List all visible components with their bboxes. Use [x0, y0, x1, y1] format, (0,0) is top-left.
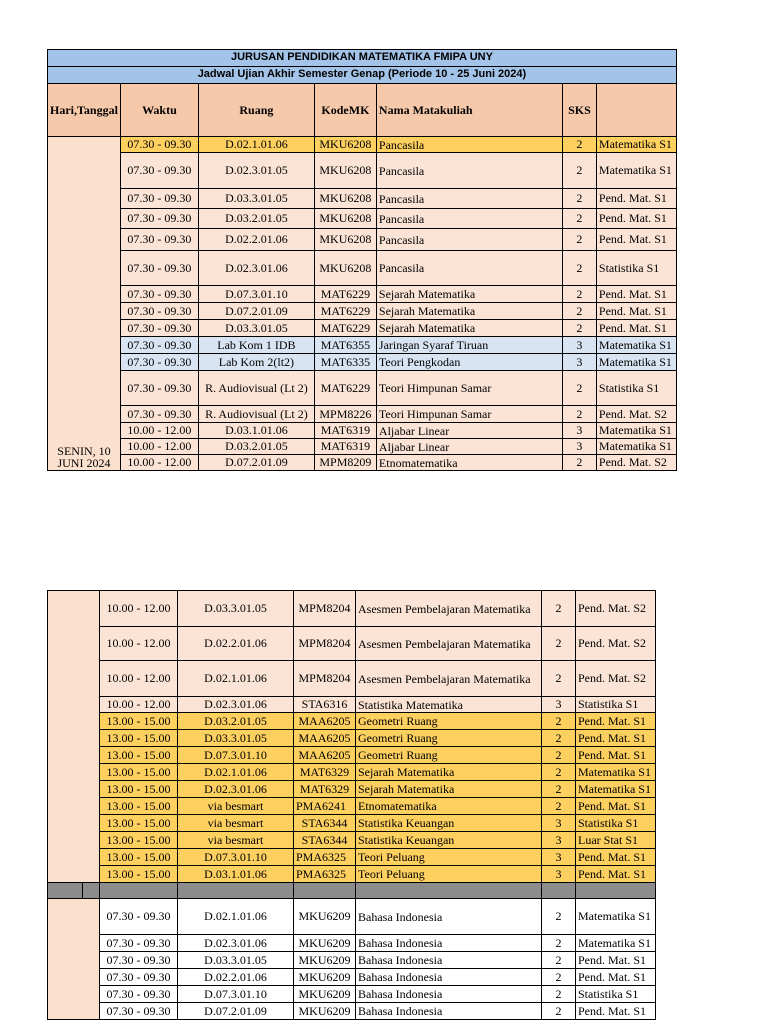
cell-ruang: D.02.3.01.06 [198, 251, 314, 286]
cell-sks: 2 [542, 730, 576, 747]
cell-sks: 2 [542, 713, 576, 730]
cell-waktu: 07.30 - 09.30 [100, 952, 178, 969]
separator-cell [356, 883, 542, 899]
separator-cell [542, 883, 576, 899]
col-hari-tanggal: Hari,Tanggal [48, 84, 121, 137]
cell-waktu: 13.00 - 15.00 [100, 832, 178, 849]
cell-ruang: D.03.3.01.05 [198, 320, 314, 337]
cell-kodemk: MAA6205 [294, 713, 356, 730]
cell-nama-matakuliah: Pancasila [376, 153, 562, 189]
table-row [48, 781, 656, 798]
day-cell: SENIN, 10 JUNI 2024 [48, 137, 121, 471]
separator-cell [48, 883, 100, 899]
cell-sks: 2 [542, 935, 576, 952]
cell-nama-matakuliah: Teori Peluang [356, 866, 542, 883]
cell-kodemk: MAA6205 [294, 730, 356, 747]
cell-ruang: via besmart [178, 815, 294, 832]
cell-ruang: D.03.3.01.05 [178, 591, 294, 627]
cell-prodi: Pend. Mat. S1 [596, 286, 676, 303]
cell-ruang: D.03.1.01.06 [178, 866, 294, 883]
cell-ruang: D.02.1.01.06 [178, 899, 294, 935]
cell-ruang: D.02.2.01.06 [178, 627, 294, 661]
cell-sks: 2 [542, 952, 576, 969]
cell-nama-matakuliah: Sejarah Matematika [376, 286, 562, 303]
cell-ruang: D.07.2.01.09 [198, 303, 314, 320]
cell-waktu: 07.30 - 09.30 [120, 229, 198, 251]
cell-nama-matakuliah: Asesmen Pembelajaran Matematika [356, 627, 542, 661]
cell-waktu: 10.00 - 12.00 [100, 697, 178, 713]
table-row [48, 337, 677, 354]
cell-waktu: 07.30 - 09.30 [120, 354, 198, 371]
cell-ruang: Lab Kom 2(lt2) [198, 354, 314, 371]
separator-row [48, 883, 656, 899]
table-row [48, 697, 656, 713]
cell-sks: 2 [562, 286, 596, 303]
cell-sks: 2 [562, 153, 596, 189]
table-row [48, 798, 656, 815]
separator-cell [576, 883, 656, 899]
cell-ruang: D.07.2.01.09 [198, 455, 314, 471]
table-row [48, 730, 656, 747]
cell-waktu: 10.00 - 12.00 [120, 423, 198, 439]
cell-ruang: D.07.3.01.10 [178, 849, 294, 866]
cell-kodemk: MKU6209 [294, 1003, 356, 1020]
cell-kodemk: MPM8204 [294, 627, 356, 661]
col-prodi [596, 84, 676, 137]
cell-kodemk: MAT6329 [294, 781, 356, 798]
cell-kodemk: MPM8204 [294, 591, 356, 627]
col-nama-matakuliah: Nama Matakuliah [376, 84, 562, 137]
cell-kodemk: MKU6209 [294, 899, 356, 935]
cell-kodemk: MAT6229 [314, 371, 376, 406]
cell-waktu: 07.30 - 09.30 [100, 969, 178, 986]
cell-nama-matakuliah: Sejarah Matematika [376, 320, 562, 337]
cell-sks: 2 [542, 986, 576, 1003]
table-row [48, 153, 677, 189]
cell-nama-matakuliah: Statistika Matematika [356, 697, 542, 713]
cell-nama-matakuliah: Jaringan Syaraf Tiruan [376, 337, 562, 354]
cell-nama-matakuliah: Pancasila [376, 189, 562, 209]
cell-waktu: 07.30 - 09.30 [120, 189, 198, 209]
cell-prodi: Matematika S1 [596, 354, 676, 371]
col-waktu: Waktu [120, 84, 198, 137]
cell-kodemk: MKU6209 [294, 935, 356, 952]
cell-nama-matakuliah: Bahasa Indonesia [356, 986, 542, 1003]
cell-ruang: D.02.1.01.06 [178, 764, 294, 781]
cell-sks: 3 [542, 866, 576, 883]
table-row [48, 286, 677, 303]
cell-prodi: Luar Stat S1 [576, 832, 656, 849]
table-row [48, 406, 677, 423]
cell-sks: 3 [542, 832, 576, 849]
cell-kodemk: STA6316 [294, 697, 356, 713]
table-row [48, 832, 656, 849]
table-row [48, 455, 677, 471]
table-row [48, 969, 656, 986]
cell-kodemk: MKU6208 [314, 137, 376, 153]
header-line-2: Jadwal Ujian Akhir Semester Genap (Periode 10 - 25 Juni 2024) [48, 67, 677, 84]
cell-nama-matakuliah: Teori Himpunan Samar [376, 406, 562, 423]
cell-waktu: 07.30 - 09.30 [120, 286, 198, 303]
cell-sks: 2 [542, 627, 576, 661]
cell-sks: 2 [562, 137, 596, 153]
cell-nama-matakuliah: Pancasila [376, 251, 562, 286]
cell-sks: 3 [562, 354, 596, 371]
cell-ruang: D.02.1.01.06 [178, 661, 294, 697]
cell-kodemk: STA6344 [294, 832, 356, 849]
cell-prodi: Pend. Mat. S1 [596, 229, 676, 251]
cell-prodi: Pend. Mat. S1 [576, 747, 656, 764]
cell-waktu: 10.00 - 12.00 [120, 455, 198, 471]
cell-prodi: Pend. Mat. S1 [576, 969, 656, 986]
cell-kodemk: MKU6208 [314, 189, 376, 209]
table-row [48, 137, 677, 153]
cell-prodi: Pend. Mat. S1 [576, 1003, 656, 1020]
table-row [48, 209, 677, 229]
cell-sks: 2 [562, 406, 596, 423]
cell-sks: 3 [562, 423, 596, 439]
table-row [48, 439, 677, 455]
cell-nama-matakuliah: Sejarah Matematika [356, 781, 542, 798]
cell-prodi: Pend. Mat. S1 [596, 189, 676, 209]
col-kodemk: KodeMK [314, 84, 376, 137]
cell-kodemk: MAT6319 [314, 439, 376, 455]
cell-prodi: Statistika S1 [596, 251, 676, 286]
cell-kodemk: MPM8209 [314, 455, 376, 471]
cell-kodemk: MKU6209 [294, 969, 356, 986]
cell-waktu: 13.00 - 15.00 [100, 798, 178, 815]
cell-nama-matakuliah: Geometri Ruang [356, 730, 542, 747]
cell-kodemk: PMA6241 [294, 798, 356, 815]
cell-waktu: 07.30 - 09.30 [120, 303, 198, 320]
cell-nama-matakuliah: Sejarah Matematika [356, 764, 542, 781]
table-row [48, 320, 677, 337]
table-row [48, 935, 656, 952]
cell-ruang: D.07.3.01.10 [178, 986, 294, 1003]
cell-prodi: Pend. Mat. S2 [596, 406, 676, 423]
separator-cell [294, 883, 356, 899]
table-row [48, 423, 677, 439]
cell-sks: 2 [542, 798, 576, 815]
cell-ruang: D.02.3.01.06 [178, 781, 294, 798]
cell-nama-matakuliah: Aljabar Linear [376, 423, 562, 439]
separator-cell [178, 883, 294, 899]
cell-sks: 2 [562, 251, 596, 286]
cell-ruang: D.07.2.01.09 [178, 1003, 294, 1020]
cell-waktu: 07.30 - 09.30 [120, 251, 198, 286]
table-row [48, 661, 656, 697]
table-row [48, 591, 656, 627]
table-row [48, 1003, 656, 1020]
cell-prodi: Matematika S1 [576, 899, 656, 935]
cell-kodemk: MKU6208 [314, 153, 376, 189]
cell-prodi: Statistika S1 [576, 815, 656, 832]
cell-nama-matakuliah: Bahasa Indonesia [356, 969, 542, 986]
cell-nama-matakuliah: Bahasa Indonesia [356, 952, 542, 969]
table-row [48, 952, 656, 969]
cell-kodemk: MAT6319 [314, 423, 376, 439]
cell-prodi: Matematika S1 [596, 153, 676, 189]
cell-sks: 2 [542, 899, 576, 935]
table-row [48, 713, 656, 730]
cell-waktu: 13.00 - 15.00 [100, 747, 178, 764]
cell-sks: 2 [542, 764, 576, 781]
cell-ruang: D.02.2.01.06 [198, 229, 314, 251]
cell-sks: 2 [562, 320, 596, 337]
cell-waktu: 10.00 - 12.00 [120, 439, 198, 455]
cell-kodemk: PMA6325 [294, 866, 356, 883]
cell-ruang: D.03.2.01.05 [178, 713, 294, 730]
cell-waktu: 07.30 - 09.30 [100, 935, 178, 952]
schedule-table-1 [47, 49, 677, 471]
cell-ruang: via besmart [178, 798, 294, 815]
cell-waktu: 13.00 - 15.00 [100, 815, 178, 832]
cell-prodi: Matematika S1 [596, 439, 676, 455]
table-row [48, 899, 656, 935]
cell-nama-matakuliah: Geometri Ruang [356, 747, 542, 764]
cell-prodi: Pend. Mat. S1 [596, 303, 676, 320]
cell-prodi: Pend. Mat. S1 [596, 209, 676, 229]
table-row [48, 354, 677, 371]
table-row [48, 815, 656, 832]
cell-waktu: 13.00 - 15.00 [100, 849, 178, 866]
cell-kodemk: MAA6205 [294, 747, 356, 764]
cell-waktu: 07.30 - 09.30 [120, 209, 198, 229]
col-sks: SKS [562, 84, 596, 137]
schedule-table-2 [47, 590, 656, 883]
cell-nama-matakuliah: Asesmen Pembelajaran Matematika [356, 591, 542, 627]
schedule-table-3 [47, 882, 656, 1020]
cell-kodemk: MAT6229 [314, 286, 376, 303]
cell-waktu: 10.00 - 12.00 [100, 627, 178, 661]
cell-ruang: Lab Kom 1 IDB [198, 337, 314, 354]
cell-waktu: 10.00 - 12.00 [100, 661, 178, 697]
cell-prodi: Pend. Mat. S1 [596, 320, 676, 337]
cell-sks: 2 [562, 209, 596, 229]
cell-nama-matakuliah: Statistika Keuangan [356, 815, 542, 832]
cell-prodi: Statistika S1 [576, 986, 656, 1003]
cell-sks: 2 [542, 969, 576, 986]
cell-prodi: Pend. Mat. S2 [576, 661, 656, 697]
cell-ruang: D.03.3.01.05 [178, 952, 294, 969]
cell-nama-matakuliah: Etnomatematika [356, 798, 542, 815]
cell-prodi: Pend. Mat. S1 [576, 952, 656, 969]
cell-ruang: D.02.3.01.06 [178, 697, 294, 713]
cell-sks: 2 [542, 661, 576, 697]
cell-kodemk: MAT6335 [314, 354, 376, 371]
cell-nama-matakuliah: Pancasila [376, 209, 562, 229]
cell-kodemk: MKU6208 [314, 251, 376, 286]
cell-prodi: Pend. Mat. S2 [576, 627, 656, 661]
separator-cell [100, 883, 178, 899]
cell-sks: 3 [542, 815, 576, 832]
table-row [48, 229, 677, 251]
cell-ruang: D.02.1.01.06 [198, 137, 314, 153]
cell-kodemk: MAT6329 [294, 764, 356, 781]
table-row [48, 303, 677, 320]
table-row [48, 371, 677, 406]
cell-nama-matakuliah: Pancasila [376, 229, 562, 251]
cell-prodi: Matematika S1 [576, 764, 656, 781]
cell-sks: 3 [542, 849, 576, 866]
cell-kodemk: MKU6208 [314, 229, 376, 251]
cell-prodi: Pend. Mat. S1 [576, 866, 656, 883]
table-row [48, 627, 656, 661]
cell-prodi: Pend. Mat. S1 [576, 713, 656, 730]
cell-prodi: Statistika S1 [596, 371, 676, 406]
cell-prodi: Pend. Mat. S2 [576, 591, 656, 627]
cell-sks: 2 [562, 371, 596, 406]
cell-prodi: Matematika S1 [576, 781, 656, 798]
cell-waktu: 13.00 - 15.00 [100, 781, 178, 798]
day-cell [48, 591, 100, 883]
cell-prodi: Matematika S1 [596, 137, 676, 153]
cell-prodi: Pend. Mat. S1 [576, 730, 656, 747]
cell-nama-matakuliah: Teori Himpunan Samar [376, 371, 562, 406]
cell-nama-matakuliah: Pancasila [376, 137, 562, 153]
cell-nama-matakuliah: Bahasa Indonesia [356, 935, 542, 952]
table-row [48, 866, 656, 883]
cell-kodemk: MPM8204 [294, 661, 356, 697]
cell-waktu: 07.30 - 09.30 [120, 153, 198, 189]
cell-sks: 2 [542, 781, 576, 798]
cell-waktu: 07.30 - 09.30 [100, 986, 178, 1003]
table-row [48, 189, 677, 209]
cell-prodi: Pend. Mat. S1 [576, 849, 656, 866]
cell-nama-matakuliah: Etnomatematika [376, 455, 562, 471]
cell-kodemk: MAT6355 [314, 337, 376, 354]
table-row [48, 849, 656, 866]
cell-waktu: 07.30 - 09.30 [120, 320, 198, 337]
cell-nama-matakuliah: Teori Peluang [356, 849, 542, 866]
cell-sks: 2 [562, 455, 596, 471]
cell-prodi: Statistika S1 [576, 697, 656, 713]
cell-ruang: D.02.3.01.06 [178, 935, 294, 952]
cell-prodi: Pend. Mat. S2 [596, 455, 676, 471]
cell-ruang: D.03.2.01.05 [198, 209, 314, 229]
cell-sks: 2 [562, 303, 596, 320]
cell-waktu: 07.30 - 09.30 [100, 899, 178, 935]
cell-ruang: R. Audiovisual (Lt 2) [198, 406, 314, 423]
cell-sks: 2 [562, 189, 596, 209]
cell-kodemk: MKU6209 [294, 986, 356, 1003]
cell-ruang: D.03.3.01.05 [198, 189, 314, 209]
cell-sks: 2 [562, 229, 596, 251]
cell-waktu: 13.00 - 15.00 [100, 730, 178, 747]
cell-nama-matakuliah: Bahasa Indonesia [356, 1003, 542, 1020]
cell-waktu: 13.00 - 15.00 [100, 713, 178, 730]
cell-kodemk: MPM8226 [314, 406, 376, 423]
cell-kodemk: MKU6208 [314, 209, 376, 229]
cell-nama-matakuliah: Asesmen Pembelajaran Matematika [356, 661, 542, 697]
cell-sks: 2 [542, 591, 576, 627]
cell-kodemk: MAT6229 [314, 303, 376, 320]
cell-ruang: D.07.3.01.10 [198, 286, 314, 303]
cell-kodemk: STA6344 [294, 815, 356, 832]
cell-kodemk: MKU6209 [294, 952, 356, 969]
cell-prodi: Matematika S1 [576, 935, 656, 952]
cell-ruang: D.02.2.01.06 [178, 969, 294, 986]
cell-nama-matakuliah: Teori Pengkodan [376, 354, 562, 371]
cell-waktu: 07.30 - 09.30 [120, 337, 198, 354]
cell-nama-matakuliah: Geometri Ruang [356, 713, 542, 730]
cell-ruang: D.02.3.01.05 [198, 153, 314, 189]
cell-sks: 2 [542, 747, 576, 764]
cell-prodi: Pend. Mat. S1 [576, 798, 656, 815]
cell-waktu: 07.30 - 09.30 [120, 406, 198, 423]
cell-waktu: 13.00 - 15.00 [100, 866, 178, 883]
table-row [48, 747, 656, 764]
cell-prodi: Matematika S1 [596, 423, 676, 439]
cell-ruang: D.03.3.01.05 [178, 730, 294, 747]
cell-sks: 3 [542, 697, 576, 713]
cell-ruang: D.03.1.01.06 [198, 423, 314, 439]
cell-sks: 3 [562, 337, 596, 354]
cell-kodemk: MAT6229 [314, 320, 376, 337]
header-line-1: JURUSAN PENDIDIKAN MATEMATIKA FMIPA UNY [48, 50, 677, 67]
cell-waktu: 07.30 - 09.30 [120, 137, 198, 153]
cell-nama-matakuliah: Bahasa Indonesia [356, 899, 542, 935]
cell-waktu: 07.30 - 09.30 [100, 1003, 178, 1020]
table-row [48, 251, 677, 286]
table-row [48, 764, 656, 781]
cell-waktu: 10.00 - 12.00 [100, 591, 178, 627]
cell-nama-matakuliah: Aljabar Linear [376, 439, 562, 455]
cell-ruang: R. Audiovisual (Lt 2) [198, 371, 314, 406]
cell-waktu: 07.30 - 09.30 [120, 371, 198, 406]
cell-ruang: D.03.2.01.05 [198, 439, 314, 455]
table-row [48, 986, 656, 1003]
cell-nama-matakuliah: Sejarah Matematika [376, 303, 562, 320]
cell-ruang: via besmart [178, 832, 294, 849]
col-ruang: Ruang [198, 84, 314, 137]
cell-ruang: D.07.3.01.10 [178, 747, 294, 764]
cell-sks: 3 [562, 439, 596, 455]
cell-prodi: Matematika S1 [596, 337, 676, 354]
cell-nama-matakuliah: Statistika Keuangan [356, 832, 542, 849]
cell-waktu: 13.00 - 15.00 [100, 764, 178, 781]
cell-sks: 2 [542, 1003, 576, 1020]
cell-kodemk: PMA6325 [294, 849, 356, 866]
day-cell [48, 899, 100, 1020]
